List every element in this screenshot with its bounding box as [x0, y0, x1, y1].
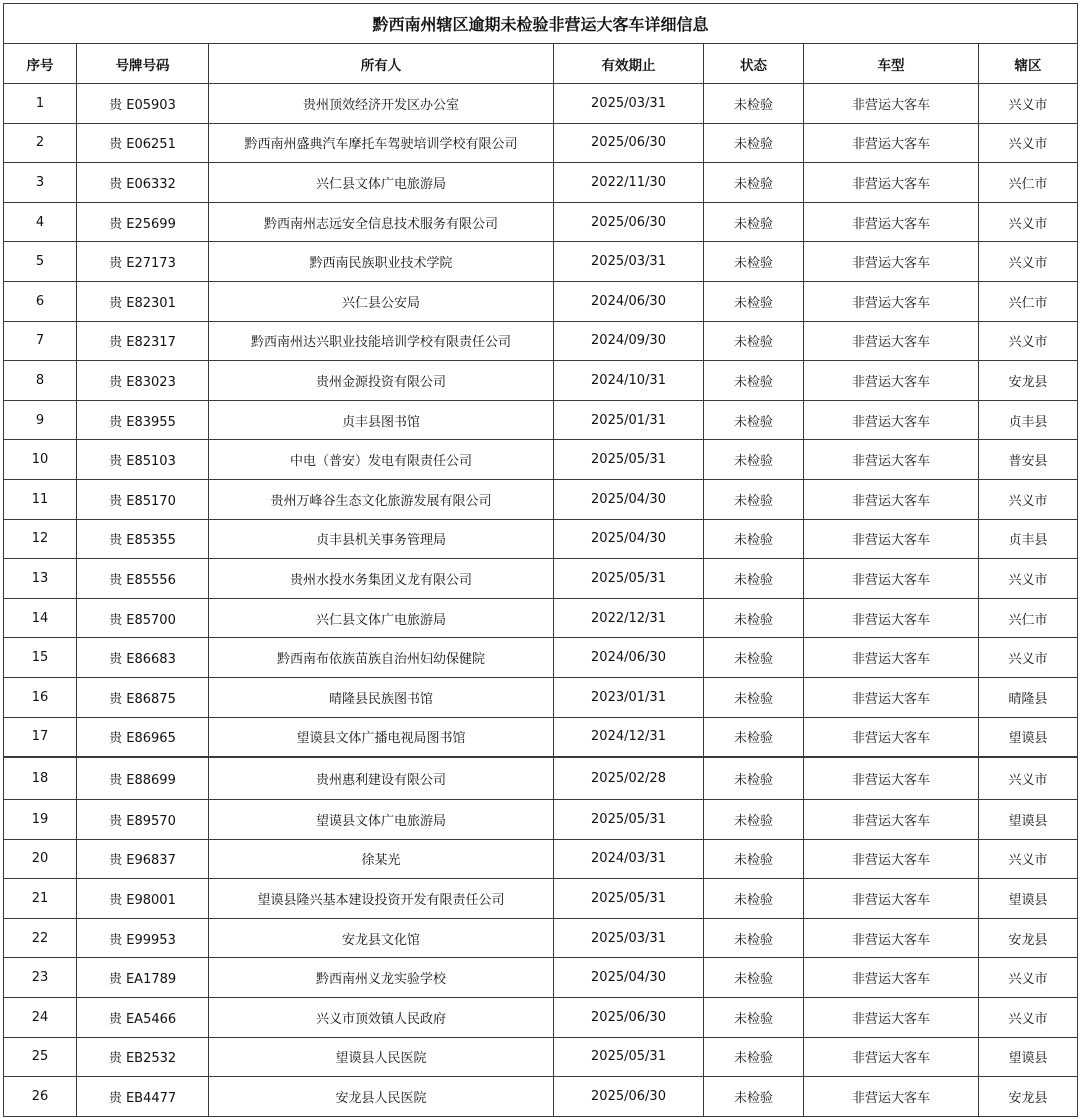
cell-owner: 安龙县文化馆 [209, 918, 554, 958]
cell-vehicle-type: 非营运大客车 [804, 281, 979, 321]
table-row [4, 361, 1078, 401]
cell-vehicle-type: 非营运大客车 [804, 918, 979, 958]
cell-district: 兴义市 [979, 202, 1078, 242]
header-status: 状态 [704, 44, 804, 84]
cell-index: 24 [4, 998, 77, 1038]
cell-vehicle-type: 非营运大客车 [804, 958, 979, 998]
cell-plate: 贵 E98001 [77, 879, 209, 919]
cell-status: 未检验 [704, 281, 804, 321]
cell-expiry: 2024/03/31 [554, 839, 704, 879]
cell-vehicle-type: 非营运大客车 [804, 84, 979, 124]
cell-district: 晴隆县 [979, 677, 1078, 717]
cell-vehicle-type: 非营运大客车 [804, 839, 979, 879]
cell-expiry: 2025/04/30 [554, 519, 704, 559]
cell-index: 13 [4, 559, 77, 599]
cell-district: 兴义市 [979, 123, 1078, 163]
cell-owner: 望谟县隆兴基本建设投资开发有限责任公司 [209, 879, 554, 919]
cell-vehicle-type: 非营运大客车 [804, 202, 979, 242]
cell-index: 12 [4, 519, 77, 559]
cell-vehicle-type: 非营运大客车 [804, 321, 979, 361]
table-row [4, 677, 1078, 717]
cell-district: 望谟县 [979, 879, 1078, 919]
header-plate: 号牌号码 [77, 44, 209, 84]
cell-index: 6 [4, 281, 77, 321]
cell-status: 未检验 [704, 84, 804, 124]
cell-vehicle-type: 非营运大客车 [804, 479, 979, 519]
cell-index: 7 [4, 321, 77, 361]
cell-status: 未检验 [704, 598, 804, 638]
cell-plate: 贵 E83955 [77, 400, 209, 440]
cell-plate: 贵 E82301 [77, 281, 209, 321]
cell-owner: 兴仁县文体广电旅游局 [209, 163, 554, 203]
cell-district: 兴义市 [979, 559, 1078, 599]
header-expiry: 有效期止 [554, 44, 704, 84]
cell-index: 15 [4, 638, 77, 678]
cell-status: 未检验 [704, 242, 804, 282]
cell-district: 兴义市 [979, 242, 1078, 282]
cell-plate: 贵 E89570 [77, 800, 209, 840]
cell-vehicle-type: 非营运大客车 [804, 677, 979, 717]
cell-plate: 贵 EA5466 [77, 998, 209, 1038]
cell-index: 9 [4, 400, 77, 440]
cell-status: 未检验 [704, 479, 804, 519]
cell-index: 20 [4, 839, 77, 879]
cell-vehicle-type: 非营运大客车 [804, 361, 979, 401]
cell-owner: 贵州惠利建设有限公司 [209, 757, 554, 800]
cell-plate: 贵 E85170 [77, 479, 209, 519]
cell-plate: 贵 E85355 [77, 519, 209, 559]
cell-vehicle-type: 非营运大客车 [804, 998, 979, 1038]
cell-district: 兴义市 [979, 321, 1078, 361]
cell-index: 1 [4, 84, 77, 124]
cell-status: 未检验 [704, 519, 804, 559]
title-row [4, 4, 1078, 44]
cell-expiry: 2022/11/30 [554, 163, 704, 203]
cell-vehicle-type: 非营运大客车 [804, 400, 979, 440]
cell-status: 未检验 [704, 1037, 804, 1077]
cell-status: 未检验 [704, 839, 804, 879]
cell-status: 未检验 [704, 202, 804, 242]
cell-expiry: 2023/01/31 [554, 677, 704, 717]
cell-index: 8 [4, 361, 77, 401]
cell-expiry: 2025/02/28 [554, 757, 704, 800]
header-row [4, 44, 1078, 84]
table-row [4, 1037, 1078, 1077]
cell-vehicle-type: 非营运大客车 [804, 440, 979, 480]
cell-vehicle-type: 非营运大客车 [804, 163, 979, 203]
cell-expiry: 2025/05/31 [554, 800, 704, 840]
cell-expiry: 2025/03/31 [554, 918, 704, 958]
cell-district: 兴仁市 [979, 281, 1078, 321]
cell-expiry: 2025/03/31 [554, 84, 704, 124]
cell-expiry: 2025/06/30 [554, 998, 704, 1038]
cell-status: 未检验 [704, 400, 804, 440]
cell-expiry: 2025/03/31 [554, 242, 704, 282]
cell-status: 未检验 [704, 879, 804, 919]
cell-district: 兴义市 [979, 479, 1078, 519]
cell-expiry: 2022/12/31 [554, 598, 704, 638]
table-row [4, 202, 1078, 242]
cell-plate: 贵 E06251 [77, 123, 209, 163]
cell-vehicle-type: 非营运大客车 [804, 717, 979, 757]
cell-plate: 贵 E86965 [77, 717, 209, 757]
cell-district: 望谟县 [979, 800, 1078, 840]
cell-plate: 贵 E86875 [77, 677, 209, 717]
cell-owner: 黔西南州达兴职业技能培训学校有限责任公司 [209, 321, 554, 361]
cell-owner: 贵州顶效经济开发区办公室 [209, 84, 554, 124]
cell-vehicle-type: 非营运大客车 [804, 1037, 979, 1077]
vehicle-table-sheet [3, 3, 1077, 1117]
cell-index: 23 [4, 958, 77, 998]
header-owner: 所有人 [209, 44, 554, 84]
table-title: 黔西南州辖区逾期未检验非营运大客车详细信息 [4, 4, 1078, 44]
cell-status: 未检验 [704, 958, 804, 998]
cell-owner: 兴仁县文体广电旅游局 [209, 598, 554, 638]
cell-district: 兴义市 [979, 638, 1078, 678]
cell-plate: 贵 E82317 [77, 321, 209, 361]
cell-status: 未检验 [704, 163, 804, 203]
cell-expiry: 2024/09/30 [554, 321, 704, 361]
cell-district: 兴仁市 [979, 163, 1078, 203]
cell-vehicle-type: 非营运大客车 [804, 1077, 979, 1117]
cell-index: 26 [4, 1077, 77, 1117]
table-row [4, 800, 1078, 840]
cell-plate: 贵 E85700 [77, 598, 209, 638]
cell-owner: 贵州金源投资有限公司 [209, 361, 554, 401]
vehicle-table [3, 3, 1078, 1117]
cell-expiry: 2025/06/30 [554, 202, 704, 242]
cell-expiry: 2024/06/30 [554, 281, 704, 321]
cell-owner: 兴义市顶效镇人民政府 [209, 998, 554, 1038]
cell-plate: 贵 EA1789 [77, 958, 209, 998]
cell-status: 未检验 [704, 918, 804, 958]
cell-owner: 贵州水投水务集团义龙有限公司 [209, 559, 554, 599]
cell-owner: 贞丰县机关事务管理局 [209, 519, 554, 559]
cell-vehicle-type: 非营运大客车 [804, 559, 979, 599]
cell-plate: 贵 E27173 [77, 242, 209, 282]
cell-plate: 贵 E85103 [77, 440, 209, 480]
cell-index: 4 [4, 202, 77, 242]
cell-district: 兴义市 [979, 998, 1078, 1038]
cell-status: 未检验 [704, 321, 804, 361]
table-row [4, 1077, 1078, 1117]
table-row [4, 757, 1078, 800]
table-row [4, 839, 1078, 879]
cell-expiry: 2025/05/31 [554, 559, 704, 599]
cell-district: 望谟县 [979, 717, 1078, 757]
cell-district: 普安县 [979, 440, 1078, 480]
table-row [4, 717, 1078, 757]
cell-index: 10 [4, 440, 77, 480]
cell-plate: 贵 E88699 [77, 757, 209, 800]
cell-expiry: 2024/12/31 [554, 717, 704, 757]
header-index: 序号 [4, 44, 77, 84]
cell-owner: 安龙县人民医院 [209, 1077, 554, 1117]
cell-plate: 贵 E83023 [77, 361, 209, 401]
cell-vehicle-type: 非营运大客车 [804, 242, 979, 282]
cell-district: 兴义市 [979, 958, 1078, 998]
cell-status: 未检验 [704, 559, 804, 599]
cell-plate: 贵 E99953 [77, 918, 209, 958]
cell-index: 18 [4, 757, 77, 800]
cell-district: 兴仁市 [979, 598, 1078, 638]
cell-index: 21 [4, 879, 77, 919]
cell-vehicle-type: 非营运大客车 [804, 879, 979, 919]
table-row [4, 123, 1078, 163]
cell-plate: 贵 E05903 [77, 84, 209, 124]
cell-status: 未检验 [704, 638, 804, 678]
cell-owner: 晴隆县民族图书馆 [209, 677, 554, 717]
header-vehicle-type: 车型 [804, 44, 979, 84]
cell-expiry: 2025/06/30 [554, 123, 704, 163]
table-row [4, 400, 1078, 440]
cell-owner: 黔西南州义龙实验学校 [209, 958, 554, 998]
cell-owner: 兴仁县公安局 [209, 281, 554, 321]
cell-district: 安龙县 [979, 361, 1078, 401]
cell-owner: 贞丰县图书馆 [209, 400, 554, 440]
cell-index: 22 [4, 918, 77, 958]
table-row [4, 998, 1078, 1038]
cell-district: 兴义市 [979, 839, 1078, 879]
cell-district: 贞丰县 [979, 519, 1078, 559]
cell-vehicle-type: 非营运大客车 [804, 598, 979, 638]
cell-expiry: 2025/05/31 [554, 440, 704, 480]
cell-plate: 贵 E86683 [77, 638, 209, 678]
table-body [4, 84, 1078, 1117]
table-row [4, 559, 1078, 599]
header-district: 辖区 [979, 44, 1078, 84]
cell-status: 未检验 [704, 440, 804, 480]
cell-index: 16 [4, 677, 77, 717]
cell-expiry: 2025/04/30 [554, 958, 704, 998]
cell-vehicle-type: 非营运大客车 [804, 519, 979, 559]
cell-owner: 望谟县文体广播电视局图书馆 [209, 717, 554, 757]
cell-status: 未检验 [704, 717, 804, 757]
table-row [4, 958, 1078, 998]
cell-index: 2 [4, 123, 77, 163]
cell-index: 11 [4, 479, 77, 519]
cell-owner: 贵州万峰谷生态文化旅游发展有限公司 [209, 479, 554, 519]
cell-district: 兴义市 [979, 757, 1078, 800]
table-row [4, 598, 1078, 638]
cell-plate: 贵 E25699 [77, 202, 209, 242]
cell-expiry: 2024/10/31 [554, 361, 704, 401]
cell-owner: 黔西南州盛典汽车摩托车驾驶培训学校有限公司 [209, 123, 554, 163]
cell-expiry: 2025/05/31 [554, 1037, 704, 1077]
cell-expiry: 2025/06/30 [554, 1077, 704, 1117]
cell-plate: 贵 EB4477 [77, 1077, 209, 1117]
cell-district: 安龙县 [979, 918, 1078, 958]
cell-vehicle-type: 非营运大客车 [804, 800, 979, 840]
cell-index: 19 [4, 800, 77, 840]
table-row [4, 879, 1078, 919]
cell-district: 安龙县 [979, 1077, 1078, 1117]
cell-owner: 黔西南布依族苗族自治州妇幼保健院 [209, 638, 554, 678]
cell-status: 未检验 [704, 998, 804, 1038]
cell-owner: 黔西南州志远安全信息技术服务有限公司 [209, 202, 554, 242]
table-row [4, 519, 1078, 559]
cell-status: 未检验 [704, 361, 804, 401]
cell-expiry: 2025/05/31 [554, 879, 704, 919]
table-row [4, 479, 1078, 519]
cell-expiry: 2024/06/30 [554, 638, 704, 678]
cell-expiry: 2025/04/30 [554, 479, 704, 519]
cell-owner: 黔西南民族职业技术学院 [209, 242, 554, 282]
table-row [4, 321, 1078, 361]
cell-vehicle-type: 非营运大客车 [804, 757, 979, 800]
cell-plate: 贵 E96837 [77, 839, 209, 879]
cell-owner: 徐某光 [209, 839, 554, 879]
cell-status: 未检验 [704, 757, 804, 800]
table-row [4, 163, 1078, 203]
table-row [4, 440, 1078, 480]
cell-vehicle-type: 非营运大客车 [804, 638, 979, 678]
cell-index: 3 [4, 163, 77, 203]
cell-index: 25 [4, 1037, 77, 1077]
cell-owner: 中电（普安）发电有限责任公司 [209, 440, 554, 480]
cell-plate: 贵 E85556 [77, 559, 209, 599]
cell-owner: 望谟县人民医院 [209, 1037, 554, 1077]
cell-vehicle-type: 非营运大客车 [804, 123, 979, 163]
cell-status: 未检验 [704, 1077, 804, 1117]
cell-owner: 望谟县文体广电旅游局 [209, 800, 554, 840]
cell-expiry: 2025/01/31 [554, 400, 704, 440]
cell-plate: 贵 E06332 [77, 163, 209, 203]
cell-index: 5 [4, 242, 77, 282]
cell-index: 17 [4, 717, 77, 757]
table-row [4, 281, 1078, 321]
cell-index: 14 [4, 598, 77, 638]
table-row [4, 84, 1078, 124]
cell-status: 未检验 [704, 123, 804, 163]
table-row [4, 242, 1078, 282]
table-row [4, 918, 1078, 958]
cell-status: 未检验 [704, 677, 804, 717]
cell-plate: 贵 EB2532 [77, 1037, 209, 1077]
cell-district: 望谟县 [979, 1037, 1078, 1077]
cell-district: 贞丰县 [979, 400, 1078, 440]
table-row [4, 638, 1078, 678]
cell-district: 兴义市 [979, 84, 1078, 124]
cell-status: 未检验 [704, 800, 804, 840]
